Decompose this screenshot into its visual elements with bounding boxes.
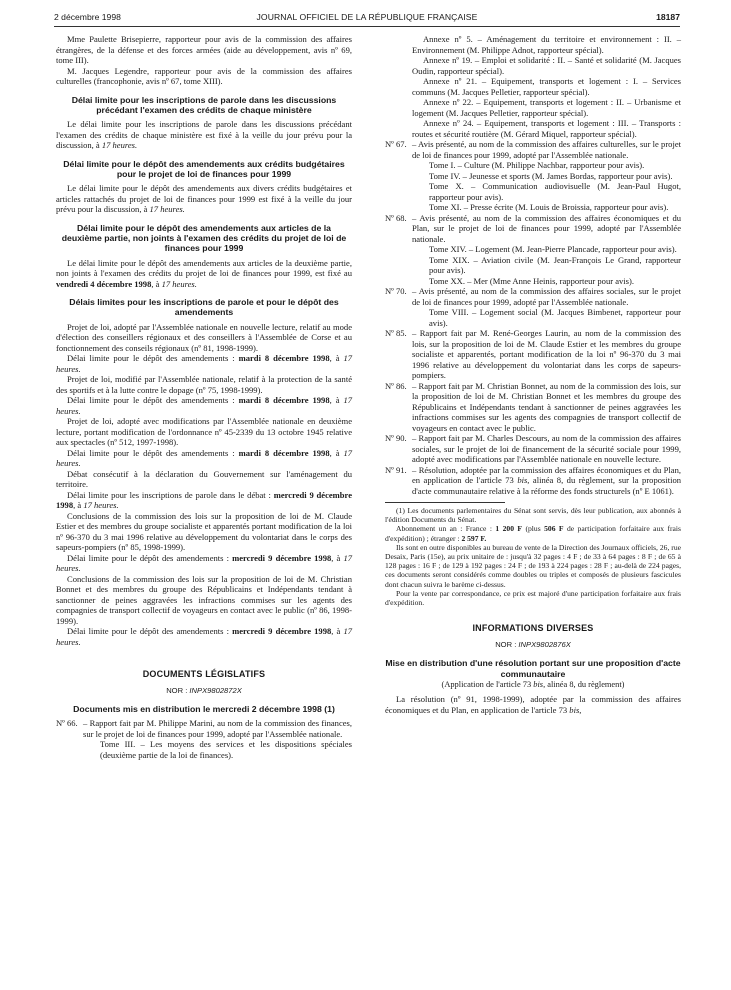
entry-text: – Avis présenté, au nom de la commission des affaires sociales, sur le projet de loi de finances pour 1999, adopté par l'Assemblée nationale. [412,286,681,307]
section-heading: Délai limite pour les inscriptions de parole dans les discussions précédant l'examen des crédits de chaque ministère [71,94,337,115]
header-page-number: 18187 [656,12,680,22]
document-entry [385,286,681,328]
footnote: (1) Les documents parlementaires du Sénat sont servis, dès leur publication, aux abonnés à l'édition Documents du Sénat. [385,506,681,525]
annex-item: Annexe nº 22. – Equipement, transports et logement : II. – Urbanisme et logement (M. Jacques Pelletier, rapporteur spécial). [412,97,681,118]
footnotes [385,506,681,607]
paragraph: La résolution (nº 91, 1998-1999), adoptée par la commission des affaires économiques et du Plan, en application de l'article 73 bis, [385,694,681,715]
section-heading: Mise en distribution d'une résolution portant sur une proposition d'acte communautaire [385,658,681,679]
paragraph: Projet de loi, modifié par l'Assemblée nationale, relatif à la protection de la santé des sportifs et à la lutte contre le dopage (nº 75, 1998-1999). [56,374,352,395]
entry-tome: Tome I. – Culture (M. Philippe Nachbar, rapporteur pour avis). [429,160,645,170]
footnote: Ils sont en outre disponibles au bureau de vente de la Direction des Journaux officiels, 26, rue Desaix, Paris (15e), au prix unitaire de : jusqu'à 32 pages : 4 F ; de 33 à 64 pages : 8 F ; de 65 à 128 pages : 16 F ; de 129 à 192 pages : 24 F ; de 193 à 224 pages : 28 F ; au-delà de 224 pages, ces documents seront considérés comme doubles ou triples et composés de plusieurs fascicules dont chacun suivra le barème ci-dessus. [385,542,681,589]
entry-text: – Rapport fait par M. Christian Bonnet, au nom de la commission des lois, sur la proposition de loi de M. Christian Bonnet et les membres du groupe des Républicains et Indépendants tendant à sanctionner de peines aggravées les infractions commises sur les agents des compagnies de transport collectif de voyageurs en contact avec le public. [412,380,681,433]
entry-tome: Tome X. – Communication audiovisuelle (M. Jean-Paul Hugot, rapporteur pour avis). [429,181,681,202]
document-entry [385,433,681,465]
header-date: 2 décembre 1998 [54,12,121,22]
document-entry [385,139,681,213]
document-entry [56,718,352,760]
document-entry [385,213,681,287]
header-rule [54,26,680,27]
header-journal-title: JOURNAL OFFICIEL DE LA RÉPUBLIQUE FRANÇAISE [256,12,478,22]
paragraph: Débat consécutif à la déclaration du Gouvernement sur l'aménagement du territoire. [56,468,352,490]
entry-number: Nº 67. [385,139,407,149]
annex-item: Annexe nº 19. – Emploi et solidarité : II. – Santé et solidarité (M. Jacques Oudin, rapporteur spécial). [412,55,681,76]
footnote-rule [385,502,505,503]
annexes-list [385,34,681,139]
entry-text: – Rapport fait par M. Philippe Marini, au nom de la commission des finances, sur le projet de loi de finances pour 1999, adopté par l'Assemblée nationale. [83,718,352,739]
entry-number: Nº 90. [385,433,407,443]
paragraph: Le délai limite pour les inscriptions de parole dans les discussions précédant l'examen des crédits de chaque ministère est fixé à la veille du jour prévu pour la discussion, à 17 heures. [56,119,352,151]
deadline-line: Délai limite pour le dépôt des amendements : mardi 8 décembre 1998, à 17 heures. [56,353,352,374]
entry-tome: Tome XIV. – Logement (M. Jean-Pierre Plancade, rapporteur pour avis). [429,244,677,254]
distribution-title: Documents mis en distribution le mercredi 2 décembre 1998 (1) [73,704,335,715]
paragraph: Le délai limite pour le dépôt des amendements aux articles de la deuxième partie, non joints à l'examen des crédits du projet de loi de finances pour 1999, est fixé au vendredi 4 décembre 1998, à 17 heures. [56,257,352,289]
entry-tome: Tome XI. – Presse écrite (M. Louis de Broissia, rapporteur pour avis). [429,202,669,212]
entry-number: Nº 86. [385,380,407,391]
entry-text: – Avis présenté, au nom de la commission des affaires économiques et du Plan, sur le projet de loi de finances pour 1999, adopté par l'Assemblée nationale. [412,212,681,244]
right-column [385,34,681,715]
document-entry [385,381,681,434]
footnote: Abonnement un an : France : 1 200 F (plus 506 F de participation forfaitaire aux frais d'expédition) ; étranger : 2 597 F. [385,524,681,543]
section-heading: Délai limite pour le dépôt des amendements aux articles de la deuxième partie, non joints à l'examen des crédits du projet de loi de finances pour 1999 [61,222,347,254]
deadline-line: Délai limite pour le dépôt des amendements : mardi 8 décembre 1998, à 17 heures. [56,395,352,416]
entry-number: Nº 68. [385,212,407,223]
deadline-line: Délai limite pour les inscriptions de parole dans le débat : mercredi 9 décembre 1998, à 17 heures. [56,489,352,511]
entry-tome: Tome XX. – Mer (Mme Anne Heinis, rapporteur pour avis). [429,275,634,286]
entry-number: Nº 66. [56,718,78,729]
nor-reference: NOR : INPX9802872X [166,685,242,695]
deadline-line: Délai limite pour le dépôt des amendements : mercredi 9 décembre 1998, à 17 heures. [56,552,352,574]
annex-item: Annexe nº 24. – Equipement, transports et logement : III. – Transports : routes et sécurité routière (M. Gérard Miquel, rapporteur spécial). [412,118,681,139]
info-title: INFORMATIONS DIVERSES [472,623,594,634]
section-heading: Délais limites pour les inscriptions de parole et pour le dépôt des amendements [69,297,339,318]
paragraph: M. Jacques Legendre, rapporteur pour avis de la commission des affaires culturelles (francophonie, avis nº 67, tome XIII). [56,65,352,86]
nor-reference: NOR : INPX9802876X [495,639,571,649]
entry-number: Nº 85. [385,328,407,338]
annex-item: Annexe nº 5. – Aménagement du territoire et environnement : II. – Environnement (M. Philippe Adnot, rapporteur spécial). [412,34,681,55]
deadline-line: Délai limite pour le dépôt des amendements : mercredi 9 décembre 1998, à 17 heures. [56,626,352,647]
paragraph: Conclusions de la commission des lois sur la proposition de loi de M. Claude Estier et des membres du groupe socialiste et apparentés portant modification de la loi nº 96-370 du 3 mai 1996 relative au développement du volontariat dans le corps des sapeurs-pompiers (nº 85, 1998-1999). [56,510,352,553]
page-header [54,12,680,26]
annex-item: Annexe nº 21. – Equipement, transports et logement : I. – Services communs (M. Jacques Pelletier, rapporteur spécial). [412,76,681,97]
entry-number: Nº 70. [385,286,407,296]
entry-text: – Rapport fait par M. René-Georges Laurin, au nom de la commission des lois, sur la proposition de loi de M. Claude Estier et les membres du groupe socialiste et apparentés, portant modification de la loi nº 96-370 du 3 mai 1996 relative au développement du volontariat dans les corps de sapeurs-pompiers. [412,328,681,380]
entry-text: – Rapport fait par M. Charles Descours, au nom de la commission des affaires sociales, sur le projet de loi de financement de la sécurité sociale pour 1999, adopté avec modifications par l'Assemblée nationale en nouvelle lecture. [412,433,681,464]
paragraph: Conclusions de la commission des lois sur la proposition de loi de M. Christian Bonnet et des membres du groupe des Républicains et Indépendants tendant à sanctionner de peines aggravées les infractions commises sur les agents des compagnies de transport collectif de voyageurs en contact avec le public (nº 86, 1998-1999). [56,573,352,626]
paragraph: Projet de loi, adopté par l'Assemblée nationale en nouvelle lecture, relatif au mode d'élection des conseillers régionaux et des conseillers à l'Assemblée de Corse et au fonctionnement des conseils régionaux (nº 81, 1998-1999). [56,321,352,353]
footnote: Pour la vente par correspondance, ce prix est majoré d'une participation forfaitaire aux frais d'expédition. [385,588,681,608]
entry-tome: Tome VIII. – Logement social (M. Jacques Bimbenet, rapporteur pour avis). [429,307,681,328]
entry-text: – Avis présenté, au nom de la commission des affaires culturelles, sur le projet de loi de finances pour 1999, adopté par l'Assemblée nationale. [412,139,681,160]
section-heading: Délai limite pour le dépôt des amendements aux crédits budgétaires pour le projet de loi de finances pour 1999 [63,158,345,179]
entry-number: Nº 91. [385,464,407,475]
paragraph: Mme Paulette Brisepierre, rapporteur pour avis de la commission des affaires étrangères, de la défense et des forces armées (aide au développement, avis nº 69, tome III). [56,34,352,65]
entry-tome: Tome IV. – Jeunesse et sports (M. James Bordas, rapporteur pour avis). [429,170,673,181]
left-column [56,34,352,760]
document-entry [385,465,681,497]
deadline-line: Délai limite pour le dépôt des amendements : mardi 8 décembre 1998, à 17 heures. [56,447,352,469]
document-entry [385,328,681,381]
entry-text: – Résolution, adoptée par la commission des affaires économiques et du Plan, en application de l'article 73 bis, alinéa 8, du règlement, sur la proposition d'acte communautaire relative à la réforme des fonds structurels (nº E 1061). [412,464,681,496]
entry-tome: Tome III. – Les moyens des services et les dispositions spéciales (deuxième partie de la loi de finances). [100,739,352,760]
paragraph: Le délai limite pour le dépôt des amendements aux divers crédits budgétaires et articles rattachés du projet de loi de finances pour 1999 est fixé à la veille du jour prévu pour la discussion, à 17 heures. [56,183,352,215]
docs-title: DOCUMENTS LÉGISLATIFS [142,669,266,680]
paragraph: Projet de loi, adopté avec modifications par l'Assemblée nationale en deuxième lecture, portant modification de l'ordonnance nº 45-2339 du 13 octobre 1945 relative aux spectacles (nº 512, 1997-1998). [56,416,352,448]
application-note: (Application de l'article 73 bis, alinéa 8, du règlement) [441,679,625,689]
entry-tome: Tome XIX. – Aviation civile (M. Jean-François Le Grand, rapporteur pour avis). [429,254,681,275]
